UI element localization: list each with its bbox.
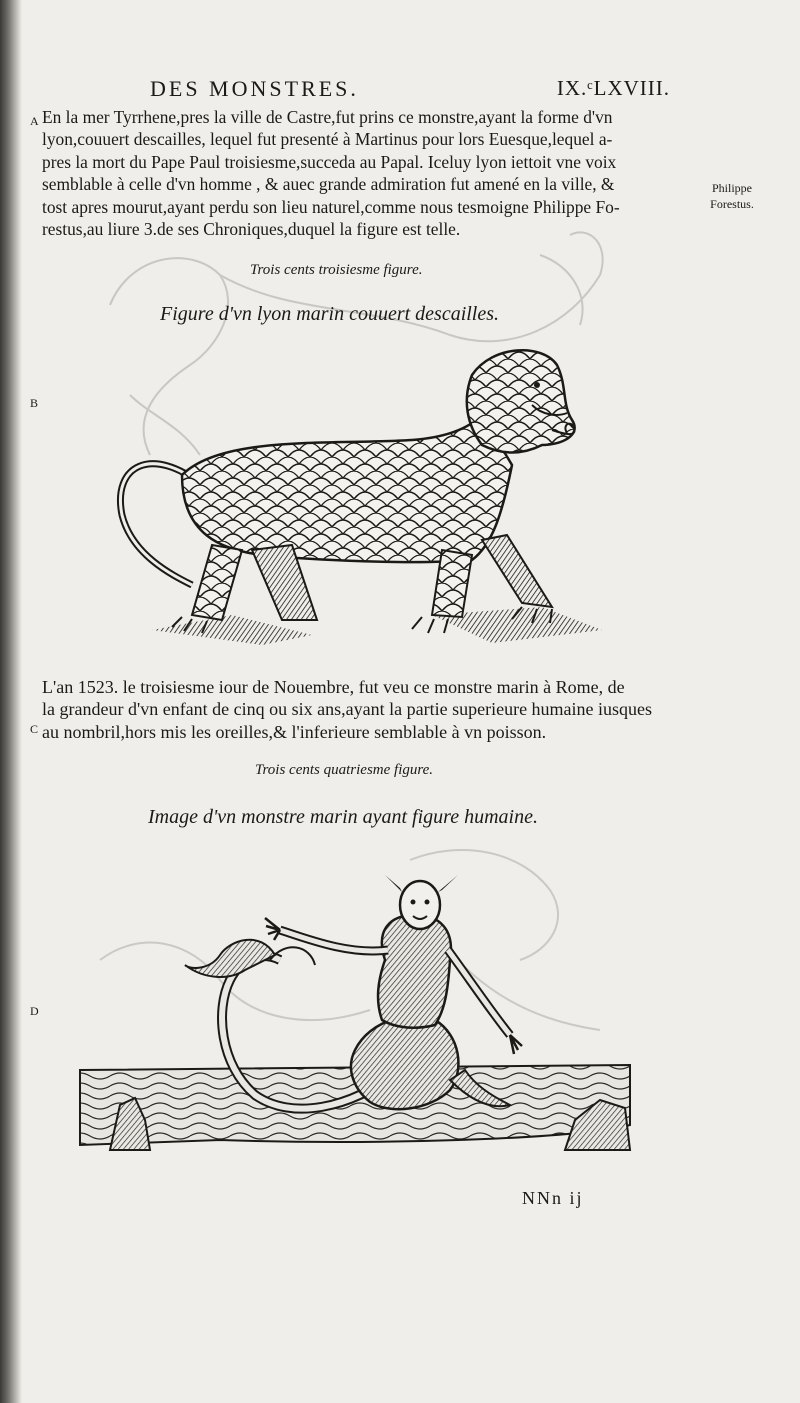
margin-marker-a: A (30, 114, 39, 128)
figure-number-caption: Trois cents quatriesme figure. (255, 762, 434, 778)
folio-number: IX.ᶜLXVIII. (556, 76, 670, 100)
marine-monster-woodcut (70, 870, 640, 1165)
margin-note-line: Philippe (711, 181, 752, 195)
figure-title-caption: Image d'vn monstre marin ayant figure humaine. (148, 806, 538, 828)
page-header (150, 76, 670, 104)
margin-marker-c: C (30, 722, 39, 736)
text-line: L'an 1523. le troisiesme iour de Nouembre, fut veu ce monstre marin à Rome, de (42, 677, 625, 697)
margin-note-line: Forestus. (710, 197, 754, 211)
margin-marker-d: D (30, 1004, 39, 1018)
bleed-through-line (440, 1132, 444, 1148)
paragraph-marine-monster (42, 676, 682, 743)
sea-lion-woodcut (112, 345, 612, 650)
running-title: DES MONSTRES. (150, 76, 359, 101)
text-line: lyon,couuert descailles, lequel fut presenté à Martinus pour lors Euesque,lequel a- (42, 129, 613, 150)
margin-note-forestus (692, 180, 772, 212)
margin-marker-b: B (30, 396, 39, 410)
text-line: En la mer Tyrrhene,pres la ville de Castre,fut prins ce monstre,ayant la forme d'vn (42, 107, 613, 127)
signature-mark: NNn ij (522, 1188, 584, 1208)
paragraph-sea-lion (42, 106, 682, 240)
text-line: pres la mort du Pape Paul troisiesme,succeda au Papal. Iceluy lyon iettoit vne voix (42, 151, 617, 172)
text-line: tost apres mourut,ayant perdu son lieu naturel,comme nous tesmoigne Philippe Fo- (42, 196, 620, 217)
figure-number-caption: Trois cents troisiesme figure. (250, 262, 423, 278)
page-gutter-shadow (0, 0, 22, 1403)
figure-title-caption: Figure d'vn lyon marin couuert descailles. (160, 303, 500, 325)
text-line: la grandeur d'vn enfant de cinq ou six ans,ayant la partie superieure humaine iusques (42, 699, 653, 720)
text-line: au nombril,hors mis les oreilles,& l'inferieure semblable à vn poisson. (42, 721, 547, 742)
text-line: semblable à celle d'vn homme , & auec grande admiration fut amené en la ville, & (42, 174, 615, 195)
text-line: restus,au liure 3.de ses Chroniques,duquel la figure est telle. (42, 219, 461, 240)
